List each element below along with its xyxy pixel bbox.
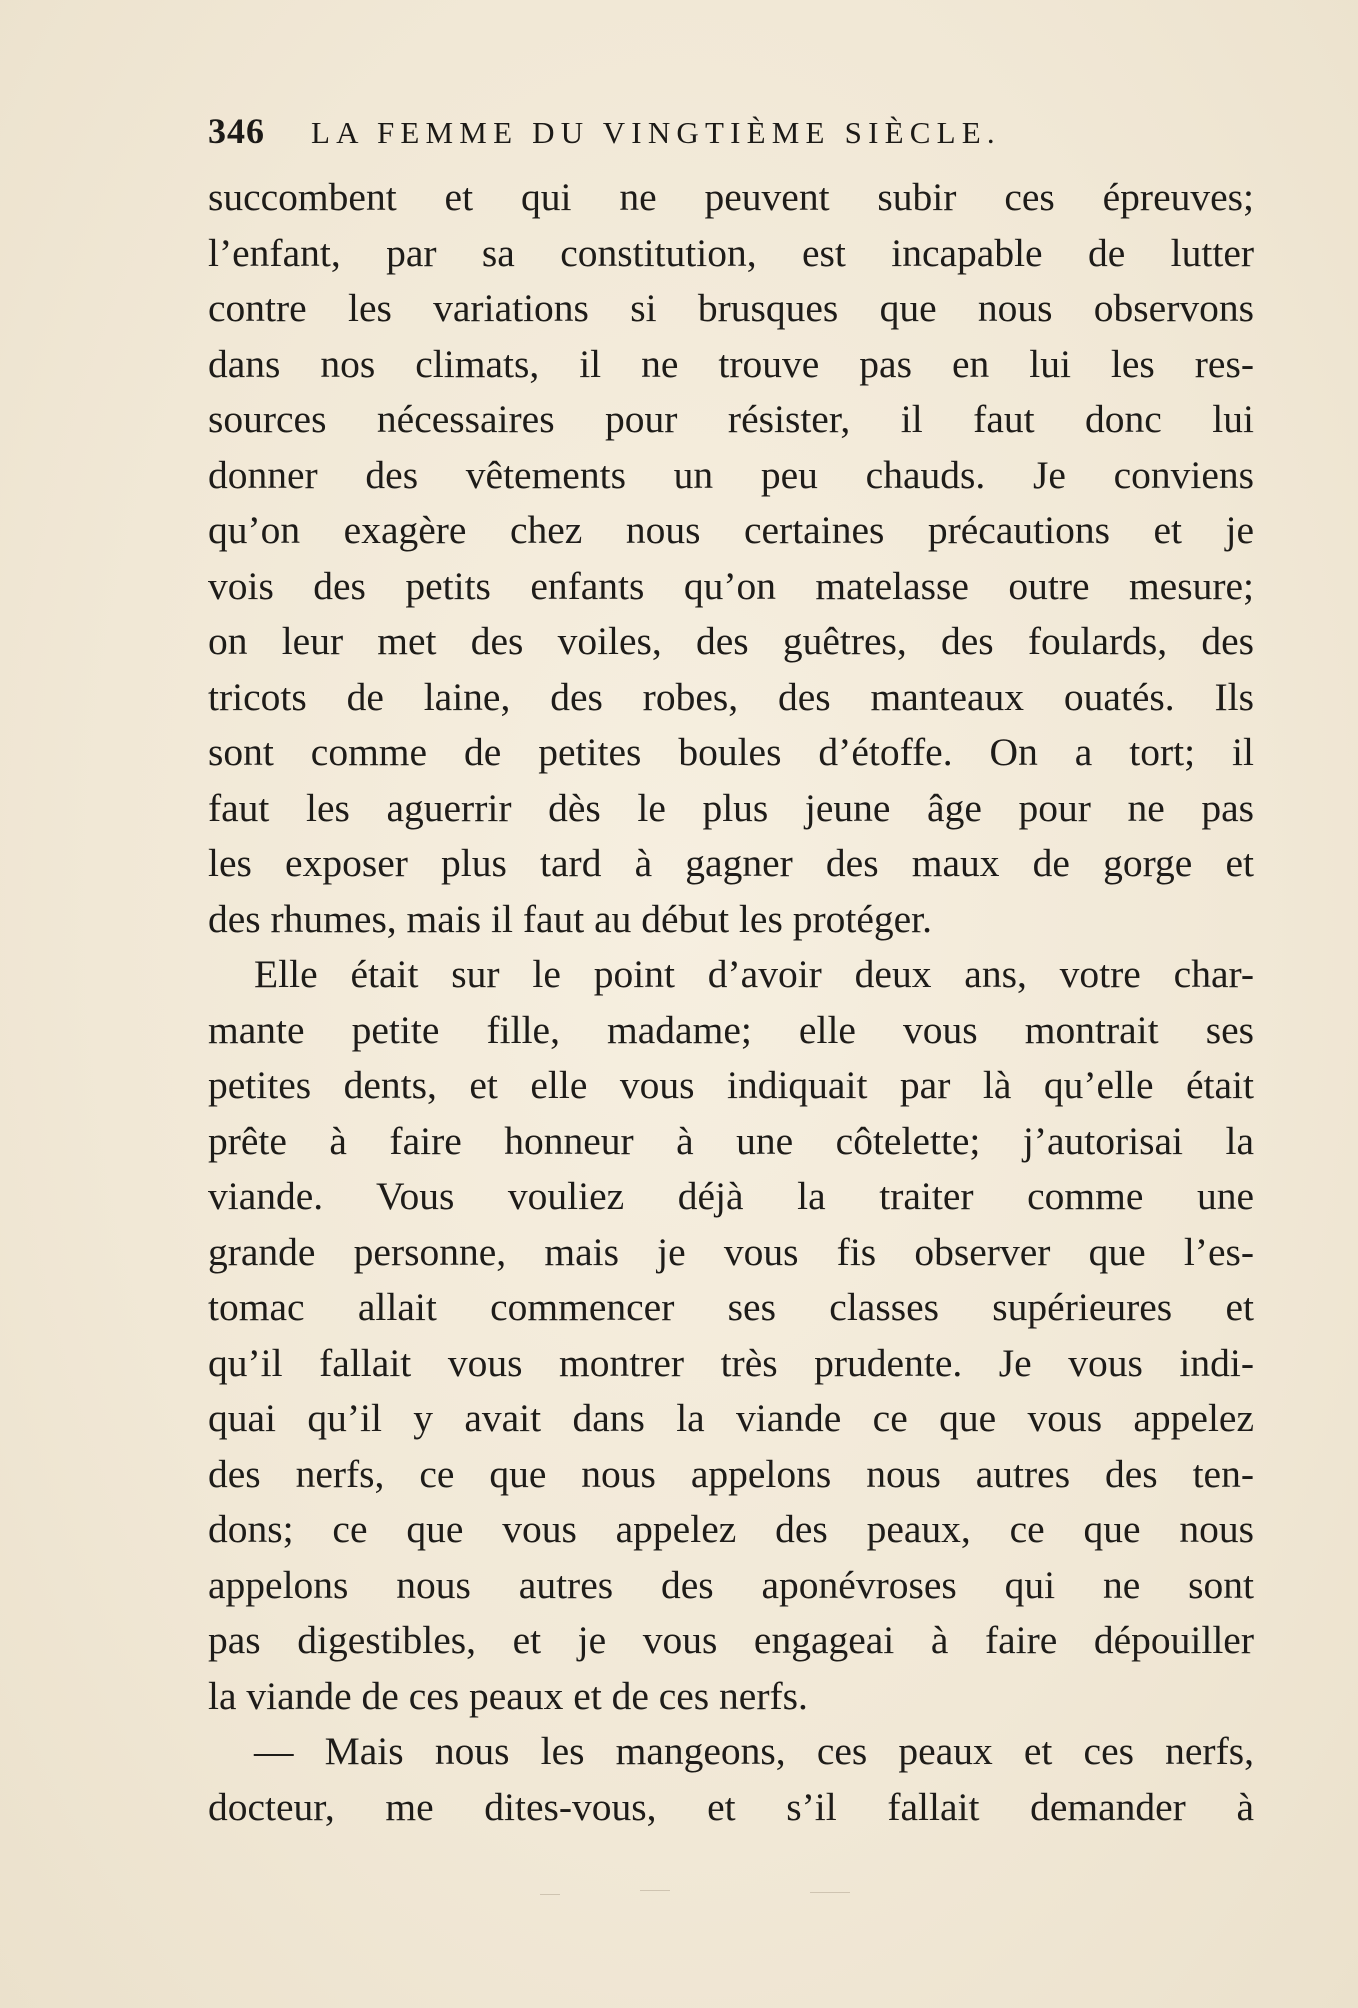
text-line: grande personne, mais je vous fis observer que l’es- (208, 1229, 1254, 1274)
text-line: succombent et qui ne peuvent subir ces épreuves; (208, 175, 1254, 219)
text-line: appelons nous autres des aponévroses qui ne sont (208, 1562, 1254, 1607)
paper-blemish (810, 1892, 850, 1893)
text-line: vois des petits enfants qu’on matelasse outre mesure; (208, 563, 1254, 608)
text-line: sources nécessaires pour résister, il faut donc lui (208, 397, 1254, 441)
text-line: viande. Vous vouliez déjà la traiter comme une (208, 1174, 1254, 1218)
text-line: Elle était sur le point d’avoir deux ans, votre char- (254, 952, 1254, 996)
text-line: pas digestibles, et je vous engageai à faire dépouiller (208, 1618, 1254, 1662)
text-line: docteur, me dites-vous, et s’il fallait demander à (208, 1784, 1254, 1829)
text-line: des rhumes, mais il faut au début les protéger. (208, 896, 932, 941)
running-title: LA FEMME DU VINGTIÈME SIÈCLE. (311, 115, 1001, 150)
text-line: petites dents, et elle vous indiquait par là qu’elle était (208, 1063, 1254, 1107)
text-line: dans nos climats, il ne trouve pas en lui les res- (208, 341, 1254, 386)
text-line: tomac allait commencer ses classes supérieures et (208, 1285, 1254, 1329)
text-line: les exposer plus tard à gagner des maux de gorge et (208, 841, 1254, 885)
text-line: prête à faire honneur à une côtelette; j’autorisai la (208, 1118, 1254, 1163)
text-line: donner des vêtements un peu chauds. Je conviens (208, 452, 1254, 497)
text-line: dons; ce que vous appelez des peaux, ce que nous (208, 1507, 1254, 1551)
page-number: 346 (208, 111, 265, 151)
text-line: l’enfant, par sa constitution, est incapable de lutter (208, 230, 1254, 275)
paper-blemish (540, 1894, 560, 1895)
running-header (208, 110, 1208, 150)
text-line: tricots de laine, des robes, des manteaux ouatés. Ils (208, 674, 1254, 719)
text-line: des nerfs, ce que nous appelons nous autres des ten- (208, 1451, 1254, 1496)
text-line: qu’il fallait vous montrer très prudente. Je vous indi- (208, 1340, 1254, 1385)
text-line: faut les aguerrir dès le plus jeune âge pour ne pas (208, 785, 1254, 830)
body-text (208, 170, 1254, 1835)
text-line: sont comme de petites boules d’étoffe. On a tort; il (208, 730, 1254, 774)
text-line: la viande de ces peaux et de ces nerfs. (208, 1673, 808, 1718)
text-line: contre les variations si brusques que nous observons (208, 286, 1254, 330)
text-line: mante petite fille, madame; elle vous montrait ses (208, 1007, 1254, 1052)
text-line: qu’on exagère chez nous certaines précautions et je (208, 508, 1254, 552)
text-line: on leur met des voiles, des guêtres, des foulards, des (208, 619, 1254, 663)
paper-blemish (640, 1890, 670, 1891)
text-line: — Mais nous les mangeons, ces peaux et ces nerfs, (254, 1729, 1254, 1773)
text-line: quai qu’il y avait dans la viande ce que vous appelez (208, 1396, 1254, 1440)
